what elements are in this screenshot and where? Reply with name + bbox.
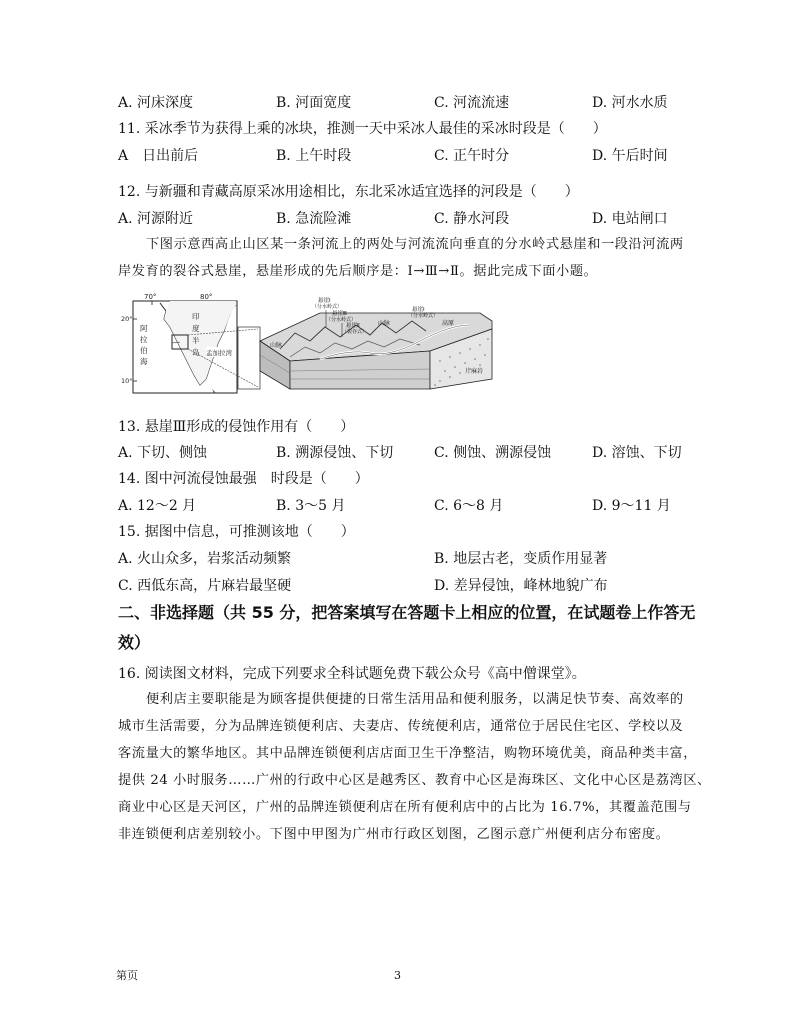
- label-cliff-1: 悬崖Ⅰ: [318, 298, 331, 304]
- section-2-title-line-2: 效）: [118, 633, 151, 652]
- map-peninsula-1: 印: [192, 312, 200, 321]
- q12-option-b: B. 急流险滩: [276, 211, 352, 227]
- q16-para-line-1: 便利店主要职能是为顾客提供便捷的日常生活用品和便利服务，以满足快节奏、高效率的: [146, 692, 684, 707]
- q14-option-d: D. 9～11 月: [592, 498, 671, 514]
- label-plateau: 高原: [442, 320, 455, 327]
- q14-option-c: C. 6～8 月: [434, 498, 504, 514]
- q11-option-a: A 日出前后: [118, 148, 199, 164]
- map-lat-10: 10°: [121, 377, 133, 385]
- q16-para-line-4: 提供 24 小时服务……广州的行政中心区是越秀区、教育中心区是海珠区、文化中心区是荔湾区、: [118, 773, 711, 788]
- map-sea-3: 伯: [140, 346, 148, 355]
- page-number: 3: [394, 969, 401, 982]
- q11-option-b: B. 上午时段: [276, 148, 352, 164]
- label-cliff-1-right: 悬崖Ⅰ: [412, 307, 425, 313]
- label-mountain: 山脉: [378, 320, 391, 327]
- q15-option-b: B. 地层古老，变质作用显著: [434, 551, 608, 567]
- geology-figure: [120, 291, 532, 395]
- map-peninsula-3: 半: [192, 336, 200, 345]
- q13-option-a: A. 下切、侧蚀: [118, 445, 208, 461]
- label-gneiss: 片麻岩: [465, 368, 484, 375]
- q11-option-d: D. 午后时间: [592, 148, 668, 164]
- map-lon-80: 80°: [200, 293, 213, 301]
- q16-para-line-2: 城市生活需要，分为品牌连锁便利店、夫妻店、传统便利店，通常位于居民住宅区、学校以及: [118, 719, 684, 734]
- q11-stem: 11. 采冰季节为获得上乘的冰块，推测一天中采冰人最佳的采冰时段是（ ）: [118, 121, 607, 137]
- q15-stem: 15. 据图中信息，可推测该地（ ）: [118, 524, 355, 540]
- q16-para-line-3: 客流量大的繁华地区。其中品牌连锁便利店店面卫生干净整洁，购物环境优美，商品种类丰富，: [118, 746, 698, 761]
- intro-line-1: 下图示意西高止山区某一条河流上的两处与河流流向垂直的分水岭式悬崖和一段沿河流两: [146, 237, 684, 252]
- map-peninsula-2: 度: [192, 324, 200, 333]
- q14-option-b: B. 3～5 月: [276, 498, 346, 514]
- footer-label: 第页: [116, 969, 138, 982]
- block-diagram: [260, 296, 492, 389]
- q12-option-a: A. 河源附近: [118, 211, 194, 227]
- q15-option-d: D. 差异侵蚀，峰林地貌广布: [434, 578, 608, 594]
- figure-svg: [120, 291, 532, 395]
- q10-option-d: D. 河水水质: [592, 95, 668, 111]
- map-sea-1: 阿: [140, 324, 148, 333]
- q11-option-c: C. 正午时分: [434, 148, 510, 164]
- q15-option-a: A. 火山众多，岩浆活动频繁: [118, 551, 292, 567]
- q14-stem: 14. 图中河流侵蚀最强 时段是（ ）: [118, 471, 369, 487]
- label-mountain-left: 山脉: [270, 342, 283, 349]
- q12-option-d: D. 电站闸口: [592, 211, 668, 227]
- map-sea-4: 海: [140, 357, 148, 366]
- map-lon-70: 70°: [144, 293, 157, 301]
- map-lat-20: 20°: [121, 315, 133, 323]
- q16-stem: 16. 阅读图文材料，完成下列要求全科试题免费下载公众号《高中僧课堂》。: [118, 666, 586, 682]
- label-cliff-2-note: （裂谷式）: [342, 329, 368, 335]
- q16-para-line-6: 非连锁便利店差别较小。下图中甲图为广州市行政区划图，乙图示意广州便利店分布密度。: [118, 827, 670, 842]
- label-cliff-1-note: （分水岭式）: [312, 304, 343, 310]
- q16-para-line-5: 商业中心区是天河区，广州的品牌连锁便利店在所有便利店中的占比为 16.7%，其覆盖范围与: [118, 800, 692, 815]
- section-2-title-line-1: 二、非选择题（共 55 分，把答案填写在答题卡上相应的位置，在试题卷上作答无: [118, 603, 696, 622]
- q12-stem: 12. 与新疆和青藏高原采冰用途相比，东北采冰适宜选择的河段是（ ）: [118, 184, 579, 200]
- map-sea-2: 拉: [140, 335, 148, 344]
- q13-option-d: D. 溶蚀、下切: [592, 445, 682, 461]
- q13-option-c: C. 侧蚀、溯源侵蚀: [434, 445, 552, 461]
- q12-option-c: C. 静水河段: [434, 211, 510, 227]
- q10-option-a: A. 河床深度: [118, 95, 194, 111]
- map-bay-label: 孟加拉湾: [206, 349, 232, 357]
- label-cliff-1-right-note: （分水岭式）: [408, 313, 439, 319]
- q13-option-b: B. 溯源侵蚀、下切: [276, 445, 394, 461]
- q10-option-c: C. 河流流速: [434, 95, 510, 111]
- q10-option-b: B. 河面宽度: [276, 95, 352, 111]
- q15-option-c: C. 西低东高，片麻岩最坚硬: [118, 578, 292, 594]
- intro-line-2: 岸发育的裂谷式悬崖，悬崖形成的先后顺序是：Ⅰ→Ⅲ→Ⅱ。据此完成下面小题。: [118, 264, 598, 279]
- location-map: [121, 293, 237, 393]
- q13-stem: 13. 悬崖Ⅲ形成的侵蚀作用有（ ）: [118, 419, 355, 435]
- label-cliff-3: 悬崖Ⅲ: [332, 311, 347, 317]
- map-peninsula-4: 岛: [192, 348, 200, 357]
- label-cliff-3-note: （分水岭式）: [326, 317, 357, 323]
- label-cliff-2: 悬崖Ⅱ: [346, 323, 360, 329]
- q14-option-a: A. 12～2 月: [118, 498, 197, 514]
